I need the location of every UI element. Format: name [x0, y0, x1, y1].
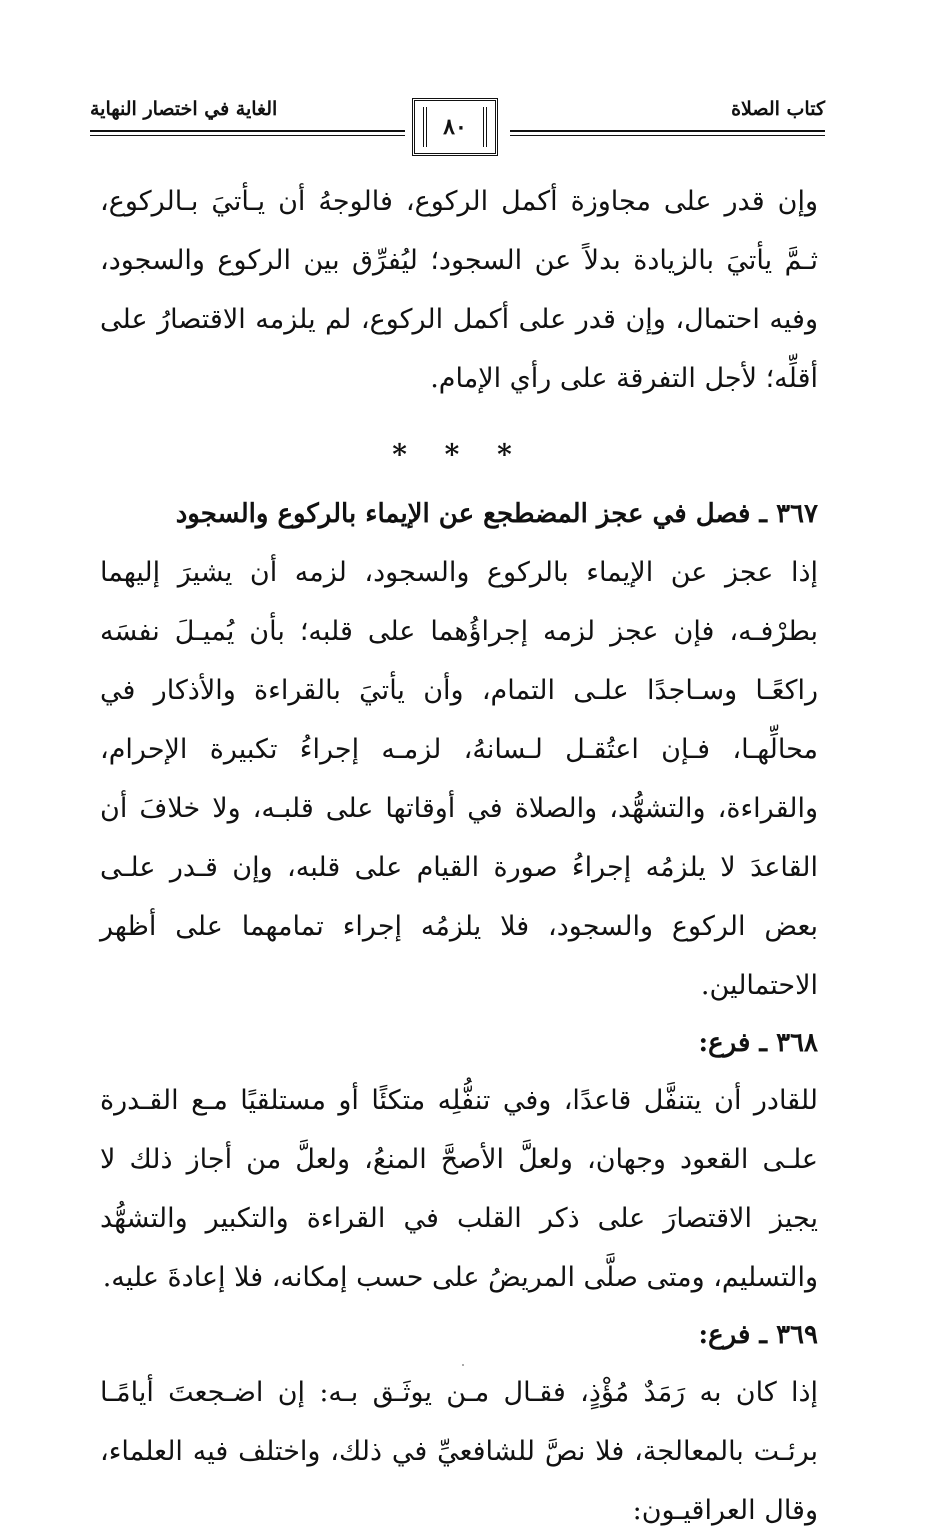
paragraph-2: إذا عجز عن الإيماء بالركوع والسجود، لزمه أن يشيرَ إليهما بطرْفـه، فإن عجز لزمه إجراؤُهما على قلبه؛ بأن يُميـلَ نفسَه راكعًـا وسـاجدًا علـى التمام، وأن يأتيَ بالقراءة والأذكار في محالِّهـا، فـإن اعتُقـل لـسانهُ، لزمـه إجراءُ تكبيرة الإحرام، والقراءة، والتشهُّد، والصلاة في أوقاتها على قلبـه، ولا خلافَ أن القاعدَ لا يلزمُه إجراءُ صورة القيام على قلبه، وإن قـدر علـى بعض الركوع والسجود، فلا يلزمُه إجراء تمامهما على أظهر الاحتمالين. [100, 557, 818, 1001]
page-number: ٨٠ [423, 107, 487, 147]
page-number-frame [412, 98, 498, 156]
header-rule-left [90, 130, 405, 136]
section-separator: * * * [392, 438, 526, 471]
book-title: الغاية في اختصار النهاية [90, 98, 278, 120]
page-header [90, 92, 825, 162]
paragraph-4: إذا كان به رَمَدٌ مُؤْذٍ، فقـال مـن يوثَـق بـه: إن اضـجعتَ أيامًـا برئـت بالمعالجة، فلا نصَّ للشافعيِّ في ذلك، واختلف فيه العلماء، وقال العراقيـون: [100, 1377, 818, 1526]
paragraph-3: للقادر أن يتنفَّل قاعدًا، وفي تنفُّلِه متكئًا أو مستلقيًا مـع القـدرة علـى القعود وجهان، ولعلَّ الأصحَّ المنعُ، ولعلَّ من أجاز ذلك لا يجيز الاقتصارَ على ذكر القلب في القراءة والتكبير والتشهُّد والتسليم، ومتى صلَّى المريضُ على حسب إمكانه، فلا إعادةَ عليه. [100, 1085, 818, 1293]
header-rule-right [510, 130, 825, 136]
paragraph-1: وإن قدر على مجاوزة أكمل الركوع، فالوجهُ أن يـأتيَ بـالركوع، ثـمَّ يأتيَ بالزيادة بدلاً عن السجود؛ ليُفرِّق بين الركوع والسجود، وفيه احتمال، وإن قدر على أكمل الركوع، لم يلزمه الاقتصارُ على أقلِّه؛ لأجل التفرقة على رأي الإمام. [100, 186, 818, 394]
section-heading-367: ٣٦٧ ـ فصل في عجز المضطجع عن الإيماء بالركوع والسجود [175, 499, 818, 529]
branch-heading-368: ٣٦٨ ـ فرع: [698, 1028, 818, 1058]
page-body [100, 172, 818, 1540]
branch-heading-369: ٣٦٩ ـ فرع: [698, 1320, 818, 1350]
page-speck [462, 1364, 464, 1366]
chapter-title: كتاب الصلاة [731, 98, 825, 120]
